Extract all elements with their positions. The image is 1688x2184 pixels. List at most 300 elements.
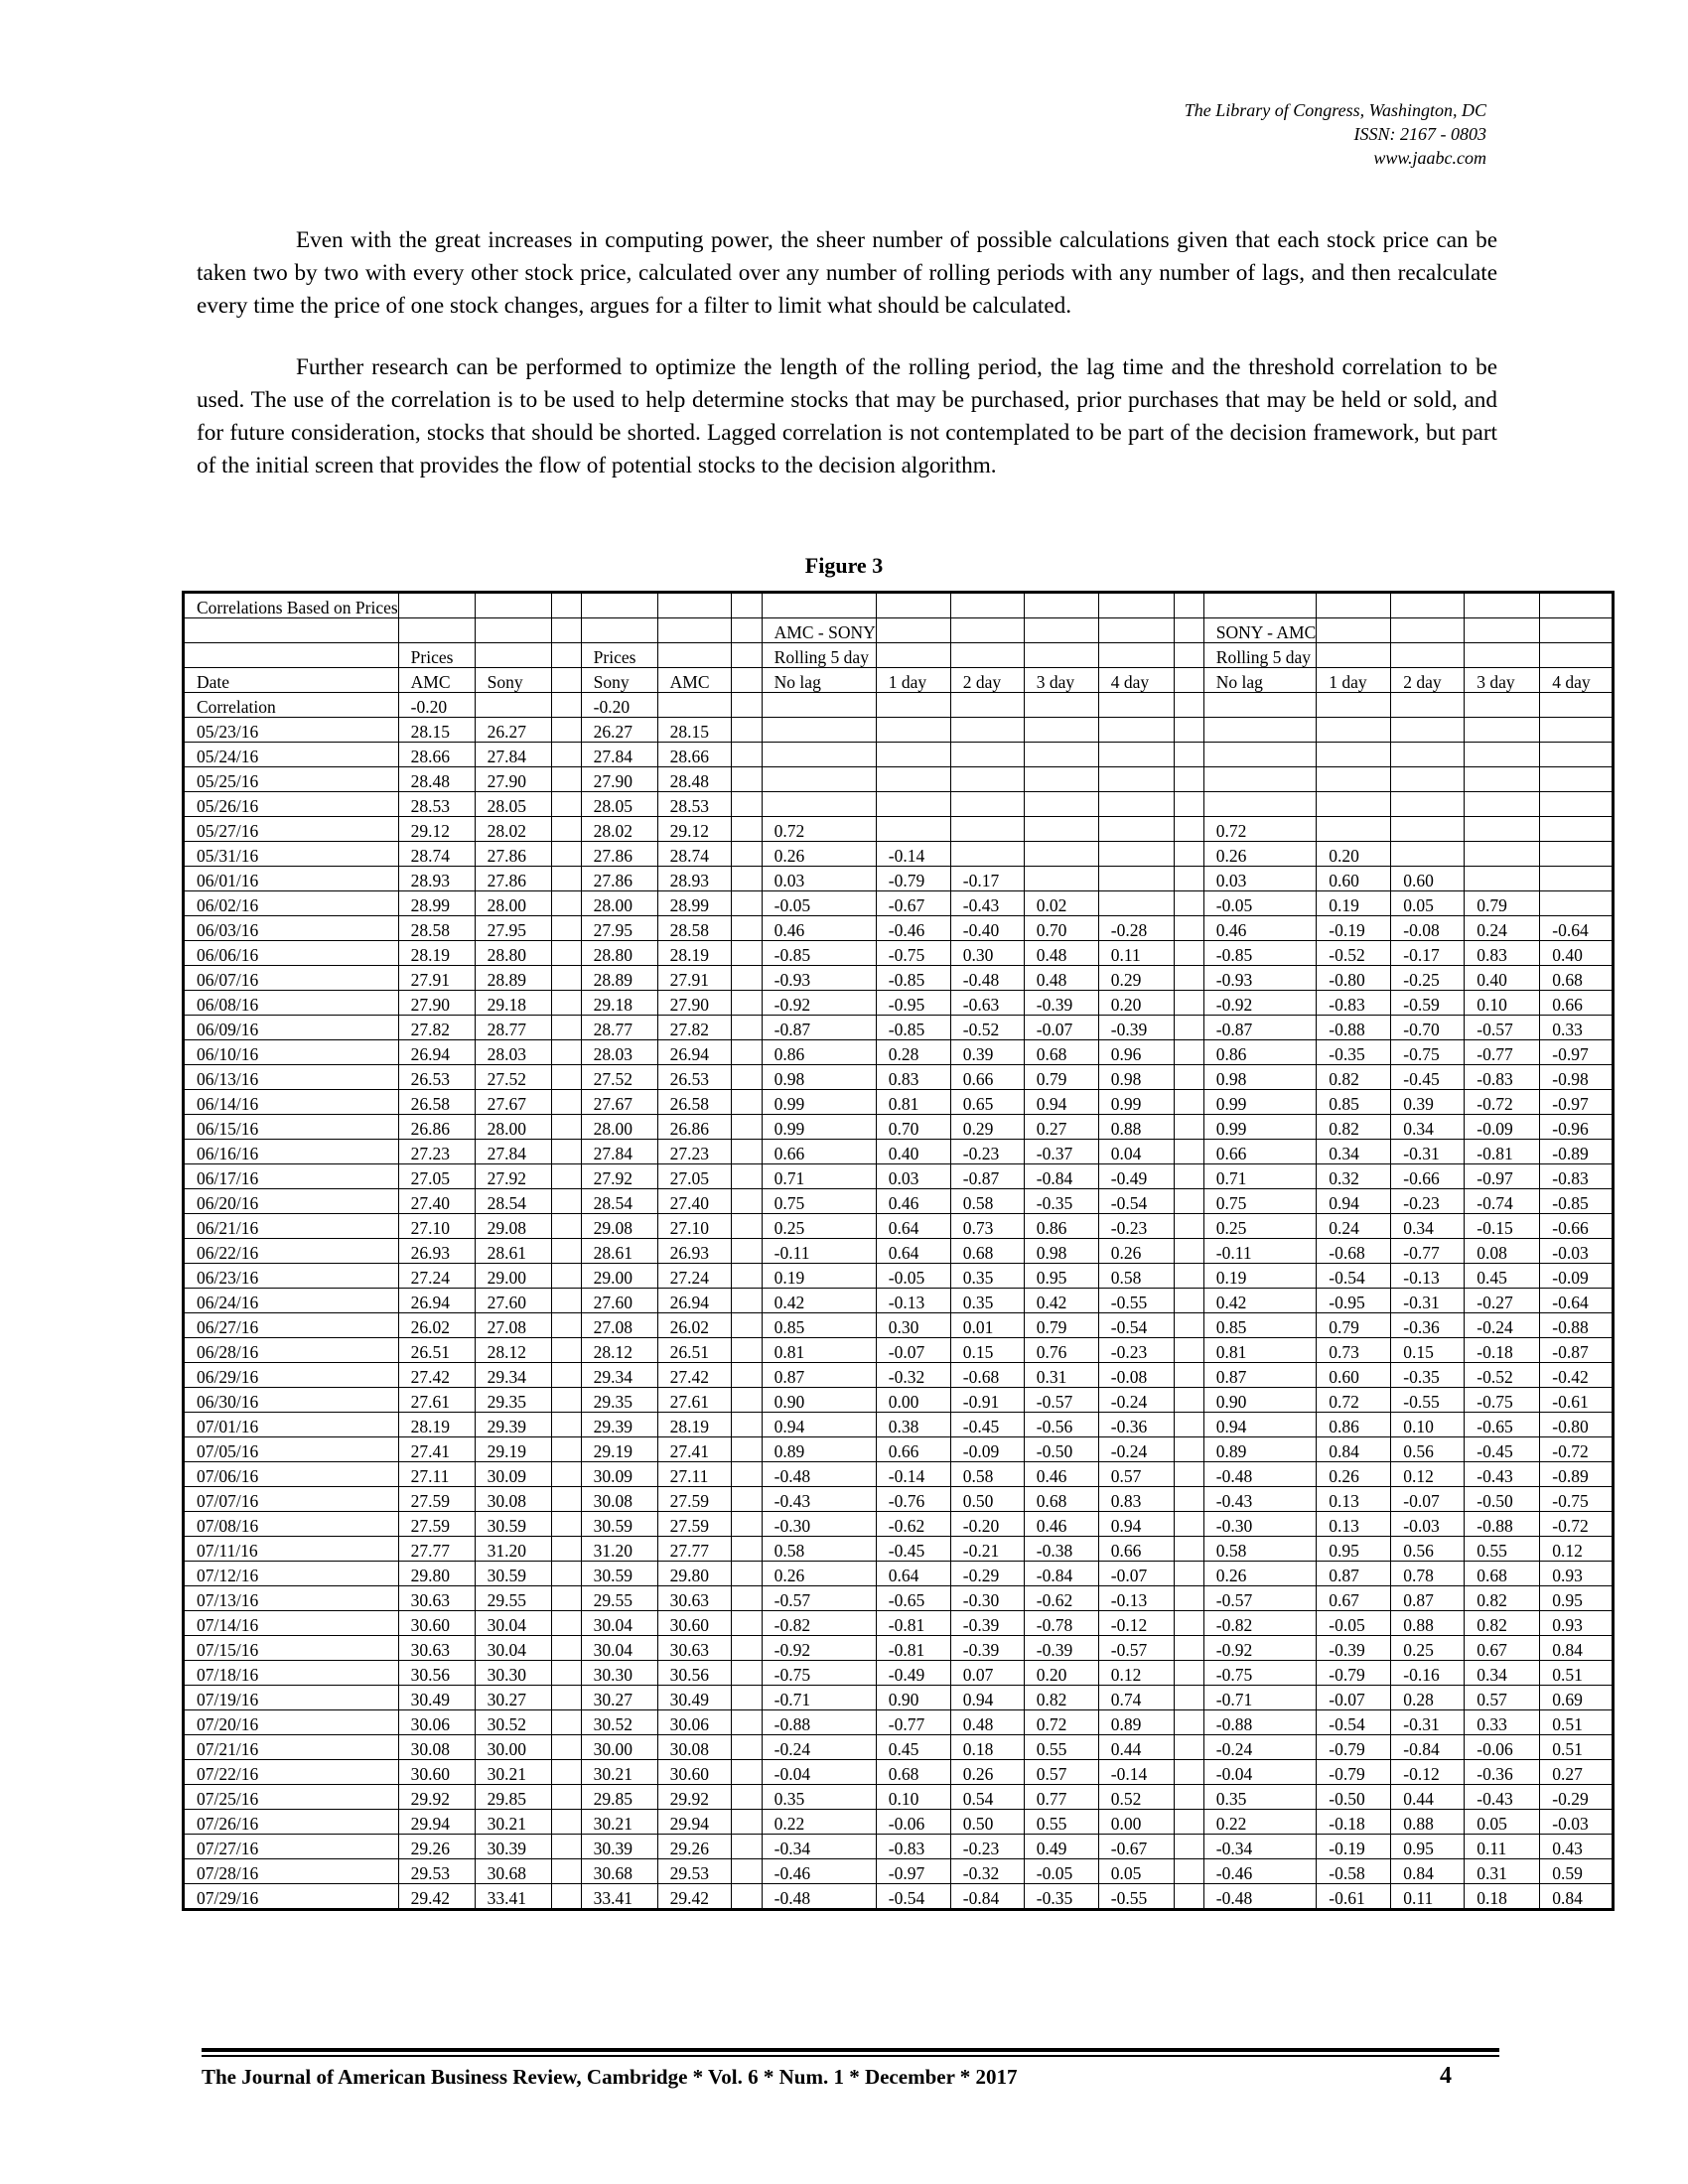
table-cell: -0.39 bbox=[950, 1611, 1024, 1636]
table-group-row bbox=[184, 618, 1614, 643]
table-cell: -0.81 bbox=[876, 1636, 950, 1661]
table-row bbox=[184, 916, 1614, 941]
table-cell: 27.10 bbox=[398, 1214, 475, 1239]
table-cell: 29.12 bbox=[398, 817, 475, 842]
table-cell bbox=[1317, 718, 1391, 743]
table-cell: 30.04 bbox=[475, 1611, 551, 1636]
table-cell: -0.81 bbox=[876, 1611, 950, 1636]
table-cell: 05/25/16 bbox=[184, 767, 399, 792]
table-cell: 28.15 bbox=[657, 718, 731, 743]
table-cell: 0.00 bbox=[1098, 1810, 1174, 1835]
table-cell: 06/10/16 bbox=[184, 1040, 399, 1065]
table-cell: 0.94 bbox=[950, 1686, 1024, 1710]
table-cell: 30.27 bbox=[581, 1686, 657, 1710]
table-cell: 27.61 bbox=[657, 1388, 731, 1413]
table-cell: 07/07/16 bbox=[184, 1487, 399, 1512]
table-cell bbox=[1174, 1164, 1203, 1189]
table-cell: 28.80 bbox=[581, 941, 657, 966]
table-cell bbox=[1174, 1810, 1203, 1835]
table-cell: -0.92 bbox=[1203, 1636, 1316, 1661]
table-cell: -0.05 bbox=[762, 891, 876, 916]
table-cell: -0.75 bbox=[1391, 1040, 1465, 1065]
table-cell: -0.87 bbox=[762, 1016, 876, 1040]
table-cell: 27.84 bbox=[475, 743, 551, 767]
table-cell: -0.42 bbox=[1540, 1363, 1614, 1388]
table-cell: 0.43 bbox=[1540, 1835, 1614, 1859]
table-cell: 29.85 bbox=[475, 1785, 551, 1810]
table-cell bbox=[1540, 693, 1614, 718]
table-cell bbox=[731, 767, 762, 792]
table-cell bbox=[551, 1388, 581, 1413]
table-cell bbox=[731, 1586, 762, 1611]
table-cell bbox=[1024, 792, 1098, 817]
table-cell bbox=[1174, 718, 1203, 743]
table-cell: 0.70 bbox=[876, 1115, 950, 1140]
table-cell: 26.94 bbox=[657, 1040, 731, 1065]
table-cell: 0.60 bbox=[1317, 867, 1391, 891]
table-cell: 07/13/16 bbox=[184, 1586, 399, 1611]
table-row bbox=[184, 1289, 1614, 1313]
table-cell: 27.86 bbox=[475, 867, 551, 891]
table-row bbox=[184, 867, 1614, 891]
table-cell: 27.59 bbox=[398, 1512, 475, 1537]
table-cell: -0.24 bbox=[1098, 1388, 1174, 1413]
table-row bbox=[184, 1164, 1614, 1189]
table-cell bbox=[1174, 668, 1203, 693]
table-cell: -0.03 bbox=[1540, 1810, 1614, 1835]
table-cell: 0.04 bbox=[1098, 1140, 1174, 1164]
table-cell: -0.74 bbox=[1465, 1189, 1540, 1214]
table-cell: 06/06/16 bbox=[184, 941, 399, 966]
table-cell: 26.93 bbox=[398, 1239, 475, 1264]
table-cell bbox=[731, 1884, 762, 1910]
table-cell: 0.88 bbox=[1098, 1115, 1174, 1140]
table-row bbox=[184, 718, 1614, 743]
table-cell: -0.59 bbox=[1391, 991, 1465, 1016]
table-cell: 0.90 bbox=[1203, 1388, 1316, 1413]
table-cell: -0.09 bbox=[950, 1437, 1024, 1462]
table-cell: -0.48 bbox=[1203, 1462, 1316, 1487]
table-cell bbox=[762, 792, 876, 817]
table-cell: 28.00 bbox=[475, 1115, 551, 1140]
table-cell: 26.02 bbox=[657, 1313, 731, 1338]
table-cell bbox=[551, 1760, 581, 1785]
table-cell: 0.96 bbox=[1098, 1040, 1174, 1065]
table-cell: 27.23 bbox=[657, 1140, 731, 1164]
table-cell bbox=[551, 1338, 581, 1363]
table-cell: 0.98 bbox=[1203, 1065, 1316, 1090]
table-cell: 28.89 bbox=[581, 966, 657, 991]
table-cell: 0.82 bbox=[1317, 1115, 1391, 1140]
table-cell: -0.84 bbox=[1024, 1562, 1098, 1586]
table-cell: 0.90 bbox=[762, 1388, 876, 1413]
table-cell: 0.70 bbox=[1024, 916, 1098, 941]
table-cell: 0.99 bbox=[1098, 1090, 1174, 1115]
table-cell bbox=[950, 743, 1024, 767]
table-cell: 27.10 bbox=[657, 1214, 731, 1239]
table-cell: -0.64 bbox=[1540, 1289, 1614, 1313]
table-cell: 28.48 bbox=[398, 767, 475, 792]
paragraph: Further research can be performed to optimize the length of the rolling period, the lag time and the threshold correlation to be used. The use of the correlation is to be used to help determine stocks that may be purchased, prior purchases that may be held or sold, and for future consideration, stocks that should be shorted. Lagged correlation is not contemplated to be part of the decision framework, but part of the initial screen that provides the flow of potential stocks to the decision algorithm. bbox=[197, 354, 1497, 478]
table-cell: 27.82 bbox=[398, 1016, 475, 1040]
table-cell: 0.26 bbox=[1317, 1462, 1391, 1487]
table-cell: -0.84 bbox=[950, 1884, 1024, 1910]
table-cell bbox=[1317, 693, 1391, 718]
table-cell: -0.18 bbox=[1317, 1810, 1391, 1835]
table-cell: 28.93 bbox=[398, 867, 475, 891]
table-cell: 0.01 bbox=[950, 1313, 1024, 1338]
table-cell: 0.68 bbox=[1540, 966, 1614, 991]
table-cell: 27.23 bbox=[398, 1140, 475, 1164]
table-cell bbox=[1317, 767, 1391, 792]
table-cell: -0.98 bbox=[1540, 1065, 1614, 1090]
table-cell: 27.61 bbox=[398, 1388, 475, 1413]
table-cell: -0.66 bbox=[1391, 1164, 1465, 1189]
table-cell: -0.39 bbox=[1317, 1636, 1391, 1661]
table-cell: -0.31 bbox=[1391, 1710, 1465, 1735]
table-cell bbox=[1317, 618, 1391, 643]
table-cell: 29.19 bbox=[475, 1437, 551, 1462]
table-row bbox=[184, 1810, 1614, 1835]
table-row bbox=[184, 1363, 1614, 1388]
table-cell bbox=[551, 1164, 581, 1189]
table-cell: 27.92 bbox=[475, 1164, 551, 1189]
table-cell bbox=[1174, 1264, 1203, 1289]
table-cell bbox=[1203, 743, 1316, 767]
table-cell: 27.42 bbox=[657, 1363, 731, 1388]
table-cell: 0.13 bbox=[1317, 1487, 1391, 1512]
table-cell: 26.53 bbox=[398, 1065, 475, 1090]
table-cell bbox=[1174, 1363, 1203, 1388]
table-cell: 0.60 bbox=[1317, 1363, 1391, 1388]
table-cell bbox=[1465, 743, 1540, 767]
table-cell bbox=[1203, 767, 1316, 792]
table-cell: 0.79 bbox=[1465, 891, 1540, 916]
table-cell: -0.32 bbox=[876, 1363, 950, 1388]
table-cell: 0.02 bbox=[1024, 891, 1098, 916]
table-cell: -0.08 bbox=[1098, 1363, 1174, 1388]
table-cell: 07/21/16 bbox=[184, 1735, 399, 1760]
table-cell: 27.95 bbox=[581, 916, 657, 941]
table-cell: 0.19 bbox=[762, 1264, 876, 1289]
table-cell: -0.54 bbox=[1317, 1264, 1391, 1289]
table-cell bbox=[551, 1189, 581, 1214]
table-cell: -0.75 bbox=[1465, 1388, 1540, 1413]
table-cell: 0.75 bbox=[1203, 1189, 1316, 1214]
table-cell: 0.08 bbox=[1465, 1239, 1540, 1264]
table-cell: 28.19 bbox=[657, 1413, 731, 1437]
table-cell: 0.73 bbox=[950, 1214, 1024, 1239]
table-cell: 26.94 bbox=[398, 1289, 475, 1313]
table-cell: -0.17 bbox=[1391, 941, 1465, 966]
table-cell bbox=[551, 1537, 581, 1562]
table-cell: -0.82 bbox=[762, 1611, 876, 1636]
table-cell bbox=[1540, 743, 1614, 767]
table-cell: 0.45 bbox=[1465, 1264, 1540, 1289]
table-cell bbox=[731, 941, 762, 966]
table-cell bbox=[1174, 1785, 1203, 1810]
table-cell: -0.92 bbox=[1203, 991, 1316, 1016]
table-cell: 06/20/16 bbox=[184, 1189, 399, 1214]
table-cell bbox=[551, 1115, 581, 1140]
table-row bbox=[184, 792, 1614, 817]
table-cell bbox=[398, 618, 475, 643]
table-cell: 0.27 bbox=[1540, 1760, 1614, 1785]
table-cell: 30.63 bbox=[657, 1636, 731, 1661]
table-row bbox=[184, 891, 1614, 916]
table-cell: -0.64 bbox=[1540, 916, 1614, 941]
table-row bbox=[184, 1040, 1614, 1065]
table-cell bbox=[731, 1462, 762, 1487]
table-cell: 27.60 bbox=[581, 1289, 657, 1313]
table-cell bbox=[551, 1313, 581, 1338]
table-cell: 0.93 bbox=[1540, 1562, 1614, 1586]
table-cell: 0.12 bbox=[1098, 1661, 1174, 1686]
table-cell: 0.58 bbox=[762, 1537, 876, 1562]
table-cell: 0.03 bbox=[876, 1164, 950, 1189]
table-cell bbox=[1174, 1462, 1203, 1487]
table-cell: 0.87 bbox=[1317, 1562, 1391, 1586]
table-cell: 0.46 bbox=[762, 916, 876, 941]
table-cell: 30.30 bbox=[581, 1661, 657, 1686]
table-cell: -0.35 bbox=[1024, 1189, 1098, 1214]
prices-label: Prices bbox=[581, 643, 657, 668]
table-cell bbox=[731, 693, 762, 718]
table-cell: 30.21 bbox=[581, 1810, 657, 1835]
table-cell: 06/24/16 bbox=[184, 1289, 399, 1313]
table-cell bbox=[551, 1661, 581, 1686]
table-cell bbox=[876, 743, 950, 767]
table-cell: 06/29/16 bbox=[184, 1363, 399, 1388]
table-cell: 05/27/16 bbox=[184, 817, 399, 842]
table-cell: 0.58 bbox=[950, 1189, 1024, 1214]
table-cell: -0.75 bbox=[1540, 1487, 1614, 1512]
table-cell bbox=[876, 643, 950, 668]
table-cell: -0.32 bbox=[950, 1859, 1024, 1884]
table-cell bbox=[1540, 792, 1614, 817]
table-cell bbox=[551, 1686, 581, 1710]
table-cell: -0.72 bbox=[1540, 1512, 1614, 1537]
table-cell: -0.12 bbox=[1098, 1611, 1174, 1636]
table-cell bbox=[731, 1537, 762, 1562]
table-cell: -0.83 bbox=[1465, 1065, 1540, 1090]
table-cell: -0.48 bbox=[762, 1884, 876, 1910]
table-cell bbox=[731, 1239, 762, 1264]
table-cell: 28.19 bbox=[398, 941, 475, 966]
table-cell: 0.55 bbox=[1465, 1537, 1540, 1562]
table-cell: 0.67 bbox=[1465, 1636, 1540, 1661]
table-cell bbox=[950, 718, 1024, 743]
table-cell bbox=[1174, 1859, 1203, 1884]
table-cell: -0.49 bbox=[876, 1661, 950, 1686]
table-cell: 29.34 bbox=[581, 1363, 657, 1388]
table-cell: 28.00 bbox=[581, 1115, 657, 1140]
table-cell: 29.55 bbox=[581, 1586, 657, 1611]
table-cell bbox=[1465, 693, 1540, 718]
table-cell: 07/26/16 bbox=[184, 1810, 399, 1835]
table-cell: -0.19 bbox=[1317, 1835, 1391, 1859]
table-cell: 0.66 bbox=[1203, 1140, 1316, 1164]
table-cell bbox=[551, 1636, 581, 1661]
table-cell: 07/06/16 bbox=[184, 1462, 399, 1487]
table-cell bbox=[1174, 1239, 1203, 1264]
table-cell: -0.83 bbox=[1317, 991, 1391, 1016]
table-cell bbox=[551, 1016, 581, 1040]
table-cell: 0.56 bbox=[1391, 1537, 1465, 1562]
table-cell: 31.20 bbox=[581, 1537, 657, 1562]
table-cell bbox=[1024, 618, 1098, 643]
table-cell: 27.08 bbox=[581, 1313, 657, 1338]
table-cell bbox=[1024, 718, 1098, 743]
table-cell bbox=[1391, 643, 1465, 668]
table-cell bbox=[950, 593, 1024, 618]
table-cell: 27.77 bbox=[398, 1537, 475, 1562]
table-cell: 0.19 bbox=[1203, 1264, 1316, 1289]
table-cell: -0.79 bbox=[1317, 1735, 1391, 1760]
table-cell: 28.00 bbox=[581, 891, 657, 916]
table-cell: 29.80 bbox=[398, 1562, 475, 1586]
table-row bbox=[184, 1090, 1614, 1115]
table-cell bbox=[551, 1487, 581, 1512]
table-cell: 29.18 bbox=[581, 991, 657, 1016]
table-cell bbox=[731, 1562, 762, 1586]
table-cell: -0.81 bbox=[1465, 1140, 1540, 1164]
table-cell: -0.95 bbox=[876, 991, 950, 1016]
table-cell: 30.06 bbox=[657, 1710, 731, 1735]
table-cell: 28.54 bbox=[581, 1189, 657, 1214]
table-cell bbox=[1465, 842, 1540, 867]
table-cell: 0.28 bbox=[876, 1040, 950, 1065]
table-cell: -0.96 bbox=[1540, 1115, 1614, 1140]
table-cell bbox=[1540, 718, 1614, 743]
table-cell: 30.63 bbox=[398, 1586, 475, 1611]
table-cell: 27.24 bbox=[398, 1264, 475, 1289]
table-cell: 0.77 bbox=[1024, 1785, 1098, 1810]
table-cell: -0.54 bbox=[1317, 1710, 1391, 1735]
table-cell bbox=[1174, 1661, 1203, 1686]
table-cell: 06/03/16 bbox=[184, 916, 399, 941]
table-cell bbox=[551, 1735, 581, 1760]
table-cell: 07/08/16 bbox=[184, 1512, 399, 1537]
table-cell bbox=[1540, 891, 1614, 916]
table-cell: 0.72 bbox=[762, 817, 876, 842]
table-cell: 26.27 bbox=[581, 718, 657, 743]
table-cell: 0.48 bbox=[1024, 941, 1098, 966]
table-cell bbox=[551, 593, 581, 618]
table-cell: 0.33 bbox=[1540, 1016, 1614, 1040]
table-cell bbox=[1317, 643, 1391, 668]
table-cell bbox=[731, 1388, 762, 1413]
table-cell: 06/07/16 bbox=[184, 966, 399, 991]
table-cell: 0.86 bbox=[762, 1040, 876, 1065]
column-header: No lag bbox=[1203, 668, 1316, 693]
table-cell bbox=[731, 1710, 762, 1735]
table-cell bbox=[1024, 743, 1098, 767]
table-cell bbox=[1174, 842, 1203, 867]
table-cell: 0.05 bbox=[1391, 891, 1465, 916]
table-cell: 27.40 bbox=[398, 1189, 475, 1214]
table-cell: 0.76 bbox=[1024, 1338, 1098, 1363]
table-row bbox=[184, 1338, 1614, 1363]
table-cell: -0.40 bbox=[950, 916, 1024, 941]
table-row bbox=[184, 817, 1614, 842]
table-cell: -0.89 bbox=[1540, 1140, 1614, 1164]
table-row bbox=[184, 1562, 1614, 1586]
table-cell: -0.45 bbox=[1391, 1065, 1465, 1090]
table-row bbox=[184, 1611, 1614, 1636]
table-cell: -0.07 bbox=[1391, 1487, 1465, 1512]
table-cell bbox=[1317, 817, 1391, 842]
table-cell bbox=[551, 1586, 581, 1611]
table-cell bbox=[1098, 593, 1174, 618]
table-cell: 0.20 bbox=[1317, 842, 1391, 867]
table-cell bbox=[731, 1016, 762, 1040]
figure-title: Figure 3 bbox=[804, 553, 884, 578]
table-cell: -0.88 bbox=[1317, 1016, 1391, 1040]
table-cell: -0.31 bbox=[1391, 1289, 1465, 1313]
table-cell bbox=[551, 792, 581, 817]
table-cell: 26.94 bbox=[398, 1040, 475, 1065]
table-cell: 0.64 bbox=[876, 1239, 950, 1264]
table-cell: 0.33 bbox=[1465, 1710, 1540, 1735]
table-cell: -0.13 bbox=[876, 1289, 950, 1313]
table-cell: -0.56 bbox=[1024, 1413, 1098, 1437]
table-cell: -0.75 bbox=[1203, 1661, 1316, 1686]
table-cell: -0.23 bbox=[1098, 1214, 1174, 1239]
table-cell: -0.57 bbox=[1024, 1388, 1098, 1413]
table-cell: 0.95 bbox=[1317, 1537, 1391, 1562]
table-cell bbox=[876, 718, 950, 743]
table-cell: 30.06 bbox=[398, 1710, 475, 1735]
table-cell: 27.59 bbox=[657, 1512, 731, 1537]
table-cell: 27.86 bbox=[581, 867, 657, 891]
table-cell bbox=[1540, 618, 1614, 643]
table-cell: 29.55 bbox=[475, 1586, 551, 1611]
table-cell bbox=[551, 668, 581, 693]
table-cell bbox=[551, 1512, 581, 1537]
table-cell: -0.77 bbox=[1391, 1239, 1465, 1264]
footer-journal: The Journal of American Business Review, Cambridge * Vol. 6 * Num. 1 * December * 2017 bbox=[202, 2065, 1018, 2089]
table-cell: 27.90 bbox=[657, 991, 731, 1016]
table-cell: 0.26 bbox=[762, 1562, 876, 1586]
table-cell: 0.18 bbox=[950, 1735, 1024, 1760]
table-cell: 0.20 bbox=[1098, 991, 1174, 1016]
table-cell bbox=[731, 1090, 762, 1115]
table-cell: -0.04 bbox=[762, 1760, 876, 1785]
table-cell: 0.89 bbox=[1098, 1710, 1174, 1735]
table-cell: 0.89 bbox=[762, 1437, 876, 1462]
table-cell: 26.93 bbox=[657, 1239, 731, 1264]
table-cell: -0.82 bbox=[1203, 1611, 1316, 1636]
table-cell: -0.35 bbox=[1024, 1884, 1098, 1910]
table-cell: 0.19 bbox=[1317, 891, 1391, 916]
table-cell: -0.57 bbox=[762, 1586, 876, 1611]
table-cell: 28.02 bbox=[581, 817, 657, 842]
table-cell: 27.08 bbox=[475, 1313, 551, 1338]
table-cell: 0.34 bbox=[1465, 1661, 1540, 1686]
table-cell bbox=[762, 767, 876, 792]
table-cell: 0.38 bbox=[876, 1413, 950, 1437]
table-cell bbox=[1024, 867, 1098, 891]
table-cell: 0.74 bbox=[1098, 1686, 1174, 1710]
group-header-amc-sony: AMC - SONY bbox=[762, 618, 876, 643]
table-cell: -0.45 bbox=[876, 1537, 950, 1562]
table-cell: -0.97 bbox=[1465, 1164, 1540, 1189]
table-cell: -0.57 bbox=[1098, 1636, 1174, 1661]
table-cell: 28.80 bbox=[475, 941, 551, 966]
table-cell bbox=[657, 693, 731, 718]
table-cell: 28.66 bbox=[657, 743, 731, 767]
